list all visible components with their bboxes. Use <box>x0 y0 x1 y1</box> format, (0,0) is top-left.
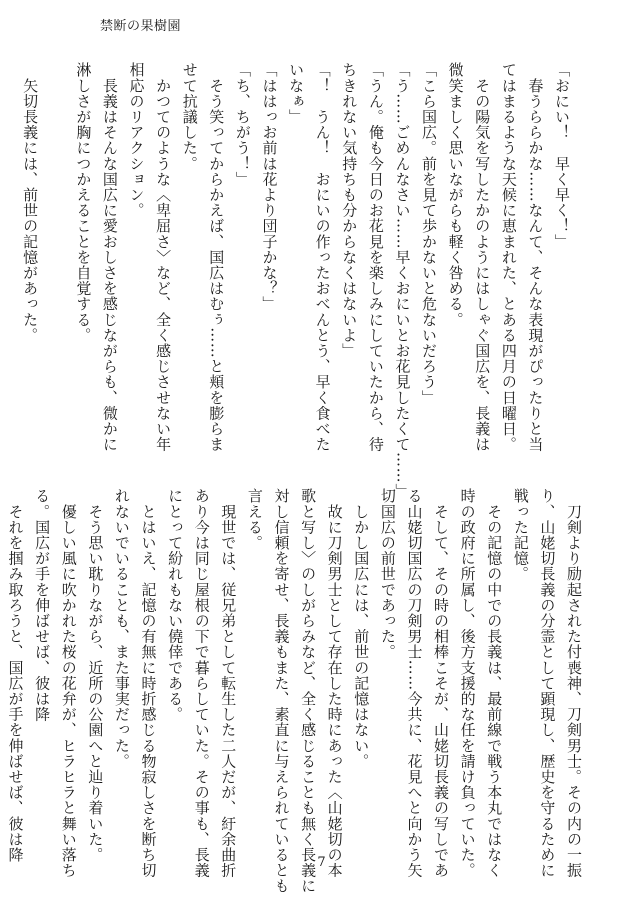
text-line: かつてのような〈卑屈さ〉など、全く感じさせない年 <box>154 62 173 452</box>
text-block-upper <box>21 62 575 499</box>
text-line: あり今は同じ屋根の下で暮らしていた。その事も、長義 <box>192 488 211 878</box>
text-line: 「おにい！ 早く早く！」 <box>553 62 571 250</box>
text-line: 淋しさが胸につかえることを自覚する。 <box>74 62 93 343</box>
text-line: 微笑ましく思いながらも軽く咎める。 <box>446 62 465 328</box>
text-line: その記憶の中での長義は、最前線で戦う本丸ではなく <box>485 488 504 878</box>
text-line: その陽気を写したかのようにはしゃぐ国広を、長義は <box>473 62 492 452</box>
text-line: 「う……ごめんなさい……早くおにいとお花見したくて……」 <box>393 62 412 499</box>
text-line: 「ち、ちがう！」 <box>233 62 252 187</box>
text-line: 長義はそんな国広に愛おしさを感じながらも、微かに <box>100 62 119 452</box>
text-line: 言える。 <box>245 488 264 551</box>
text-line <box>0 488 2 808</box>
text-line: 相応のリアクション。 <box>127 62 146 218</box>
text-line <box>43 62 70 397</box>
text-line: てはまるような天候に恵まれた、とある四月の日曜日。 <box>499 62 518 452</box>
text-line: る。国広が手を伸ばせば、彼は降 <box>33 488 52 722</box>
text-line: 対し信頼を寄せ、長義もまた、素直に与えられているとも <box>272 488 291 894</box>
running-header-title: 禁断の果樹園 <box>100 19 182 34</box>
text-line: せて抗議した。 <box>180 62 199 172</box>
text-line: れないでいることも、また事実だった。 <box>112 488 131 769</box>
text-line: 歌と写し〉のしがらみなど、全く感じることも無く長義に <box>299 488 318 894</box>
text-line: にとって紛れもない僥倖である。 <box>166 488 185 722</box>
text-line: いなぁ」 <box>287 62 306 125</box>
text-line: 現世では、従兄弟として転生した二人だが、紆余曲折 <box>219 488 238 878</box>
text-line: 「こら国広。前を見て歩かないと危ないだろう」 <box>420 62 439 406</box>
text-line: そう思い耽りながら、近所の公園へと辿り着いた。 <box>86 488 105 863</box>
text-line: そう笑ってからかえば、国広はむぅ……と頬を膨らま <box>207 62 226 452</box>
text-line: そして、その時の相棒こそが、山姥切長義の写しであ <box>432 488 451 878</box>
text-line: しかし国広には、前世の記憶はない。 <box>352 488 371 769</box>
text-block-lower <box>6 488 587 894</box>
text-line: 矢切長義には、前世の記憶があった。 <box>21 62 40 343</box>
text-line: 刀剣より励起された付喪神、刀剣男士。その内の一振 <box>565 488 583 878</box>
text-line: 戦った記憶。 <box>511 488 530 582</box>
text-line: る山姥切国広の刀剣男士……今共に、花見へと向かう矢 <box>405 488 424 878</box>
text-line: 時の政府に所属し、後方支援的な任を請け負っていた。 <box>458 488 477 878</box>
text-line: 「ははっお前は花より団子かな？」 <box>260 62 279 312</box>
text-line: り、山姥切長義の分霊として顕現し、歴史を守るために <box>538 488 557 878</box>
text-line: 「！ うん！ おにいの作ったおべんとう、早く食べた <box>313 62 332 452</box>
text-line: それを掴み取ろうと、国広が手を伸ばせば、彼は降 <box>6 488 25 863</box>
text-line: 春うららかな……なんて、そんな表現がぴったりと当 <box>526 62 545 452</box>
text-line: 故に刀剣男士として存在した時にあった〈山姥切の本 <box>325 488 344 878</box>
text-line: 優しい風に吹かれた桜の花弁が、ヒラヒラと舞い落ち <box>59 488 78 878</box>
text-line: とはいえ、記憶の有無に時折感じる物寂しさを断ち切 <box>139 488 158 878</box>
page-number: 7 <box>317 855 326 870</box>
text-line: 切国広の前世であった。 <box>378 488 397 660</box>
text-line: 「うん。俺も今日のお花見を楽しみにしていたから、待 <box>366 62 385 452</box>
text-line: ちきれない気持ちも分からなくはないよ」 <box>340 62 359 359</box>
